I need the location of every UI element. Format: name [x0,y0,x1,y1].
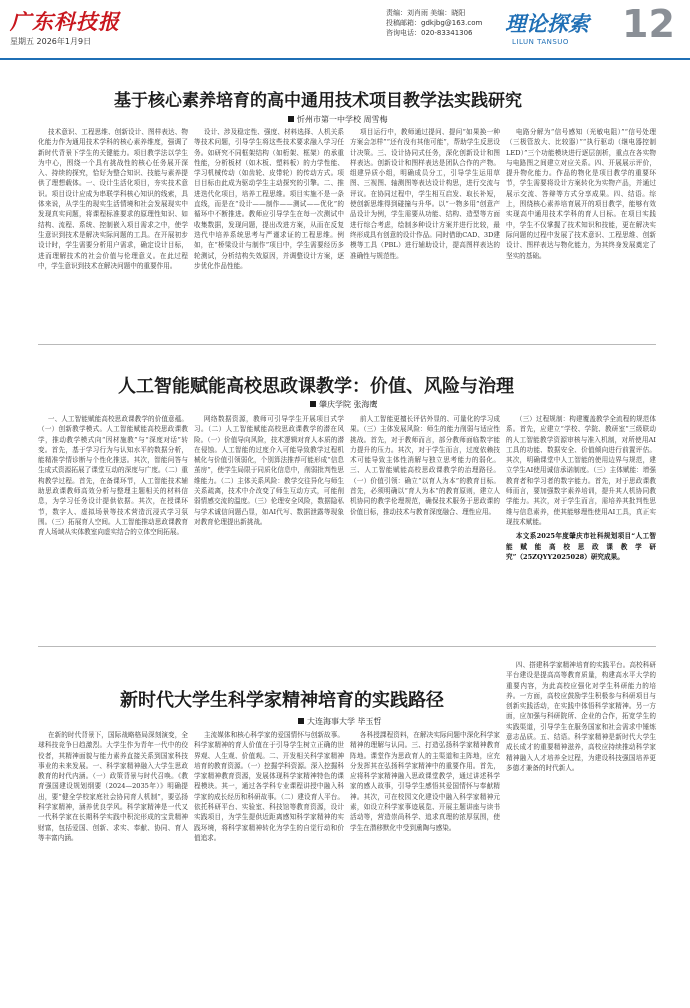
article2-byline: 肇庆学院 张海鹰 [310,399,378,410]
article1-column-2: 设计、涉及稳定性、强度、材料选择、人机关系等技术问题，引导学生将这些技术要求融入学习任务。如研究不同框架结构（如桁架、框架）的承重性能，分析板材（如木板、塑料板）的力学性能、学习机械传动（如齿轮、皮带轮）的传动方式。项目目标由此成为驱动学生主动探究的引擎。二、推进迭代化项目，培养工程思维。项目实施不是一条直线，而是在“设计——制作——测试——优化”的循环中不断推进。教师应引导学生在每一次测试中收集数据，发现问题，提出改进方案，从而在反复迭代中培养系统思考与严谨求证的工程思维。例如，在“桥梁设计与制作”项目中，学生需要经历多轮测试，分析结构失效原因，并调整设计方案，逐步优化作品性能。 [194,128,344,270]
article3-column-1: 在新的时代背景下，国际战略格局深刻演变，全球科技竞争日趋激烈。大学生作为青年一代中的佼佼者，其精神面貌与能力素养直接关系到国家科技事业的未来发展。一、科学家精神融入大学生思政教育的时代内涵。（一）政策背景与时代召唤。《教育强国建设规划纲要（2024—2035年）》明确提出，要“健全学校家庭社会协同育人机制”，要弘扬科学家精神，涵养优良学风。科学家精神是一代又一代科学家在长期科学实践中积淀形成的宝贵精神财富，包括爱国、创新、求实、奉献、协同、育人等丰富内涵。 [38,731,188,842]
article1-column-3: 项目运行中，教师通过提问、提问“如果换一种方案会怎样”“还有没有其他可能”，帮助学生反思设计决策。三、设计协同式任务，深化创新设计和图样表达。创新设计和图样表达是团队合作的产物。组建异质小组，明确成员分工，引导学生运用草图、三视图、轴测图等表达设计构思，进行交流与评议。在协同过程中，学生相互启发、取长补短，使创新思维得到碰撞与升华。以“一物多用”创意产品设计为例，学生需要从功能、结构、造型等方面进行综合考虑，绘制多种设计方案并进行比较，最终形成具有创意的设计作品。同时借助CAD、3D建模等工具（PBL）进行辅助设计，提高图样表达的准确性与规范性。 [350,128,500,260]
page-number: 12 [622,2,675,46]
article3-column-4: 四、搭建科学家精神培育的实践平台。高校科研平台建设是提高高等教育质量，构建高水平大学的重要内容，为此高校应强化对学生科研能力的培养。一方面，高校应鼓励学生积极参与科研项目与创新实践活动，在实践中体悟科学家精神。另一方面，应加强与科研院所、企业的合作，拓宽学生的实践渠道，引导学生在服务国家和社会需求中锤炼意志品质。五、结语。科学家精神是新时代大学生成长成才的重要精神滋养，高校应持续推动科学家精神融入人才培养全过程，为建设科技强国培养更多德才兼备的时代新人。 [506,661,656,772]
masthead-divider [0,58,690,60]
article-divider [38,646,656,647]
article2-title: 人工智能赋能高校思政课教学：价值、风险与治理 [118,376,514,397]
article2-column-1: 一、人工智能赋能高校思政课教学的价值意蕴。（一）创新教学模式。人工智能赋能高校思政课教学，推动教学模式向“因材施教”与“深度对话”转变。首先，基于学习行为与认知水平的数据分析，能精准学情诊断与个性化推送。其次，智能问答与生成式资源拓展了课堂互动的深度与广度。（二）重构教学过程。首先，在备课环节，人工智能技术辅助思政课教师高效分析与整理主题相关的材料信息，为学习任务设计提供依据。其次，在授课环节，数字人、虚拟场景等技术营造沉浸式学习氛围。（三）拓展育人空间。人工智能推动思政课教育育人场域从实体教室向虚实结合的立体空间拓展。 [38,415,188,537]
article2-column-3: 前人工智能更擅长评估外显的、可量化的学习成果。（三）主体发展风险：师生的能力削弱与适应性挑战。首先，对于教师而言，部分教师面临数字能力提升的压力。其次，对于学生而言，过度依赖技术可能导致主体性消解与独立思考能力的弱化。三、人工智能赋能高校思政课教学的治理路径。（一）价值引领：确立“以育人为本”的教育目标。首先，必须明确以“育人为本”的教育原则，建立人机协同的教学伦理规范，确保技术服务于思政课的价值目标，推动技术与教育深度融合、理性应用。 [350,415,500,516]
article1-title: 基于核心素养培育的高中通用技术项目教学法实践研究 [114,91,522,111]
article1-column-1: 技术意识、工程思维、创新设计、图样表达、物化能力作为通用技术学科的核心素养维度，强调了新时代背景下学生的关键能力。项目教学法以学生为中心，围绕一个具有挑战性的核心任务展开深入、持续的探究，恰好为整合知识、技能与素养提供了理想载体。一、设计生活化项目，夯实技术意识。项目设计应成为串联学科核心知识的线索，具体来说，从学生的现实生活情境和社会发展现实中发现真实问题，将课程标准要求的原理性知识、如结构、流程、系统、控制嵌入项目需求之中，使学生意识到技术是解决实际问题的工具。在开展初步设计时，学生需要分析用户需求，确定设计目标，进而理解技术的社会价值与伦理意义。在此过程中，学生意识到技术在解决问题中的重要作用。 [38,128,188,270]
byline-marker-icon [310,401,316,407]
masthead [0,0,690,60]
article3-title: 新时代大学生科学家精神培育的实践路径 [120,690,444,711]
editor-info [386,8,482,38]
byline-marker-icon [288,116,294,122]
article2-column-4: （三）过程规制：构建覆盖教学全流程的规范体系。首先，应建立“学校、学院、教研室”三级联动的人工智能教学资源审核与准入机制，对所使用AI工具的功能、数据安全、价值倾向进行前置评估。其次，明确课堂中人工智能的使用边界与规范，建立学生AI使用诚信承诺制度。（三）主体赋能：增强教育者和学习者的数字能力。首先，对于思政课教师而言，要加强数字素养培训，提升其人机协同教学能力。其次，对于学生而言，需培养其批判性思维与信息素养，使其能够理性使用AI工具，真正实现技术赋能。 本文系2025年度肇庆市社科规划项目“人工智能赋能高校思政课教学研究”（25ZQYY2025028）研究成果。 [506,415,656,561]
issue-date: 星期五 2026年1月9日 [10,37,92,46]
article3-column-2: 主流媒体和核心科学家的爱国情怀与创新故事。科学家精神的育人价值在于引导学生树立正确的世界观、人生观、价值观。二、开发相关科学家精神培育的教育资源。（一）挖掘学科资源。深入挖掘科学家精神教育资源，发展体现科学家精神特色的课程模块。其一，通过各学科专业课程讲授中融入科学家的成长经历和科研故事。（二）建设育人平台。依托科研平台、实验室、科技馆等教育资源，设计实践项目，为学生提供近距离感知科学家精神的实践环境，将科学家精神转化为学生的自觉行动和价值追求。 [194,731,344,842]
section-title-en: LILUN TANSUO [512,38,569,46]
email-line: 投稿邮箱：gdkjbg@163.com [386,19,483,27]
funding-note: 本文系2025年度肇庆市社科规划项目“人工智能赋能高校思政课教学研究”（25ZQYY2025028）研究成果。 [506,532,656,561]
article3-byline: 大连海事大学 毕玉哲 [298,716,382,727]
phone-line: 咨询电话：020-83341306 [386,29,473,37]
byline-marker-icon [298,718,304,724]
article1-byline: 忻州市第一中学校 周雪梅 [288,114,388,125]
editor-line: 责编：刘肖雨 美编：晓阳 [386,9,466,17]
article-divider [38,344,656,345]
article2-column-2: 网络数据资源，教师可引导学生开展项目式学习。（二）人工智能赋能高校思政课教学的潜在风险。（一）价值导向风险，技术逻辑对育人本质的潜在侵蚀。人工智能的过度介入可能导致教学过程机械化与价值引领弱化，个别算法推荐可能形成“信息茧房”，使学生局限于同质化信息中，削弱批判性思维能力。（二）主体关系风险：教学交往异化与师生关系疏离，技术中介改变了师生互动方式，可能削弱情感交流的温度。（三）伦理安全风险，数据隐私与学术诚信问题凸显，如AI代写、数据泄露等现象对教育伦理提出新挑战。 [194,415,344,526]
section-title: 理论探索 [505,11,589,36]
article3-column-3: 各科授課程资料，在解决实际问题中深化科学家精神的理解与认同。三、打造弘扬科学家精神教育阵地。课堂作为思政育人的主渠道和主阵地，应充分发挥其在弘扬科学家精神中的重要作用。首先，应将科学家精神融入思政课堂教学，通过讲述科学家的感人故事，引导学生感悟其爱国情怀与奉献精神。其次，可在校园文化建设中融入科学家精神元素，如设立科学家事迹展览、开展主题讲座与读书活动等，营造崇尚科学、追求真理的浓厚氛围，使学生在潜移默化中受到熏陶与感染。 [350,731,500,832]
article1-column-4: 电路分解为“信号感知（光敏电阻）”“信号处理（三极管放大、比较器）”“执行驱动（继电器控制LED）”三个功能模块进行逐层剖析，重点在各实物与电路图之间建立对应关系。四、开展展示评价，提升物化能力。作品的物化是项目教学的重要环节，学生需要将设计方案转化为实物产品，并通过展示交流、答辩等方式分享成果。四、结语。综上，围绕核心素养培育展开的项目教学，能够有效实现高中通用技术学科的育人目标。在项目实践中，学生不仅掌握了技术知识和技能，更在解决实际问题的过程中发展了技术意识、工程思维、创新设计、图样表达与物化能力，为其终身发展奠定了坚实的基础。 [506,128,656,260]
newspaper-logo: 广东科技报 [10,9,120,34]
